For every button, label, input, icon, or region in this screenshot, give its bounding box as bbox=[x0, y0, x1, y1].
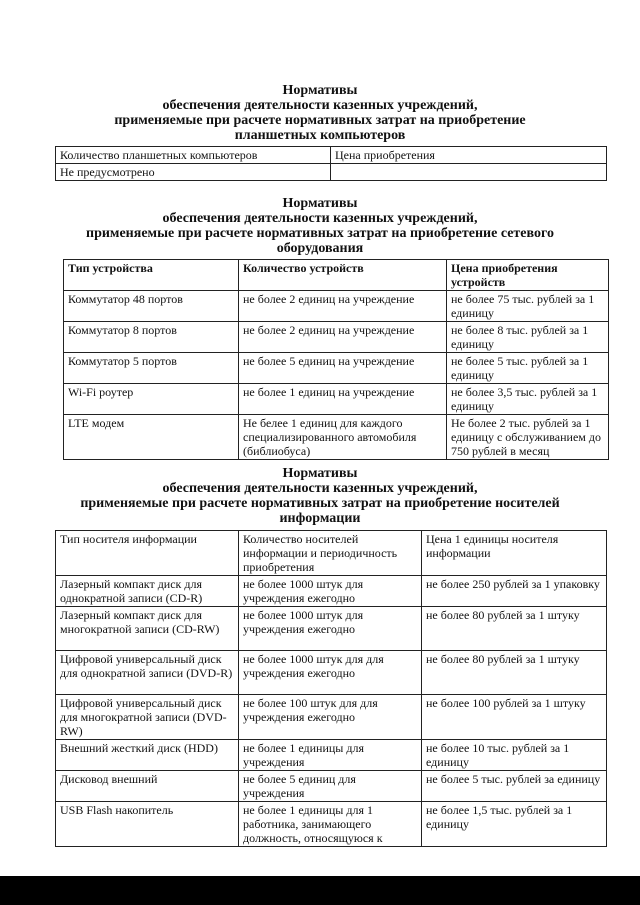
table-cell: Коммутатор 48 портов bbox=[64, 291, 239, 322]
table-cell: не более 1 единиц на учреждение bbox=[239, 384, 447, 415]
table-header-row bbox=[56, 147, 607, 164]
section1-title bbox=[0, 83, 640, 143]
title-line: оборудования bbox=[276, 241, 364, 256]
table-row bbox=[56, 740, 607, 771]
table-cell: не более 100 штук для для учреждения ежегодно bbox=[239, 695, 422, 740]
title-line: обеспечения деятельности казенных учреждений, bbox=[162, 481, 478, 496]
storage-media-table bbox=[55, 530, 607, 847]
column-header: Количество носителей информации и периодичность приобретения bbox=[239, 531, 422, 576]
table-cell: не более 5 единиц для учреждения bbox=[239, 771, 422, 802]
table-cell: USB Flash накопитель bbox=[56, 802, 239, 847]
table-cell: не более 1,5 тыс. рублей за 1 единицу bbox=[422, 802, 607, 847]
table-row bbox=[64, 322, 609, 353]
table-row bbox=[56, 164, 607, 181]
table-row bbox=[64, 291, 609, 322]
table-cell: не более 100 рублей за 1 штуку bbox=[422, 695, 607, 740]
table-cell: не более 80 рублей за 1 штуку bbox=[422, 607, 607, 651]
table-cell: LTE модем bbox=[64, 415, 239, 460]
table-cell: Не более 2 тыс. рублей за 1 единицу с обслуживанием до 750 рублей в месяц bbox=[447, 415, 609, 460]
network-equipment-table bbox=[63, 259, 609, 460]
table-cell: Внешний жесткий диск (HDD) bbox=[56, 740, 239, 771]
table-cell: не более 5 единиц на учреждение bbox=[239, 353, 447, 384]
table-row bbox=[56, 607, 607, 651]
title-line: обеспечения деятельности казенных учреждений, bbox=[162, 211, 478, 226]
table-row bbox=[56, 651, 607, 695]
table-cell: Лазерный компакт диск для однократной записи (CD-R) bbox=[56, 576, 239, 607]
table-row bbox=[56, 771, 607, 802]
table-header-row bbox=[56, 531, 607, 576]
title-line: Нормативы bbox=[282, 83, 358, 98]
table-cell: не более 75 тыс. рублей за 1 единицу bbox=[447, 291, 609, 322]
table-cell: не более 2 единиц на учреждение bbox=[239, 291, 447, 322]
table-cell: не более 2 единиц на учреждение bbox=[239, 322, 447, 353]
table-cell: Лазерный компакт диск для многократной записи (CD-RW) bbox=[56, 607, 239, 651]
table-row bbox=[64, 384, 609, 415]
title-line: Нормативы bbox=[282, 196, 358, 211]
column-header: Количество планшетных компьютеров bbox=[56, 147, 331, 164]
table-cell: Цифровой универсальный диск для однократной записи (DVD-R) bbox=[56, 651, 239, 695]
table-cell: не более 1000 штук для учреждения ежегодно bbox=[239, 607, 422, 651]
column-header: Тип носителя информации bbox=[56, 531, 239, 576]
table-row bbox=[56, 802, 607, 847]
table-cell: Дисковод внешний bbox=[56, 771, 239, 802]
table-cell: не более 1 единицы для учреждения bbox=[239, 740, 422, 771]
title-line: применяемые при расчете нормативных затрат на приобретение носителей bbox=[80, 496, 560, 511]
title-line: Нормативы bbox=[282, 466, 358, 481]
column-header: Цена 1 единицы носителя информации bbox=[422, 531, 607, 576]
table-cell: не более 1000 штук для учреждения ежегодно bbox=[239, 576, 422, 607]
table-row bbox=[64, 415, 609, 460]
table-cell: не более 3,5 тыс. рублей за 1 единицу bbox=[447, 384, 609, 415]
table-cell: Коммутатор 5 портов bbox=[64, 353, 239, 384]
column-header: Цена приобретения устройств bbox=[447, 260, 609, 291]
table-cell: Не белее 1 единиц для каждого специализированного автомобиля (библиобуса) bbox=[239, 415, 447, 460]
title-line: применяемые при расчете нормативных затрат на приобретение bbox=[114, 113, 526, 128]
column-header: Тип устройства bbox=[64, 260, 239, 291]
table-cell: не более 1 единицы для 1 работника, занимающего должность, относящуюся к bbox=[239, 802, 422, 847]
table-row bbox=[64, 353, 609, 384]
table-header-row bbox=[64, 260, 609, 291]
table-cell: не более 80 рублей за 1 штуку bbox=[422, 651, 607, 695]
table-row bbox=[56, 695, 607, 740]
column-header: Цена приобретения bbox=[331, 147, 607, 164]
table-cell: не более 8 тыс. рублей за 1 единицу bbox=[447, 322, 609, 353]
column-header: Количество устройств bbox=[239, 260, 447, 291]
table-cell: не более 5 тыс. рублей за единицу bbox=[422, 771, 607, 802]
table-cell: Коммутатор 8 портов bbox=[64, 322, 239, 353]
table-cell: Цифровой универсальный диск для многократной записи (DVD- RW) bbox=[56, 695, 239, 740]
table-cell: не более 1000 штук для для учреждения ежегодно bbox=[239, 651, 422, 695]
title-line: информации bbox=[279, 511, 361, 526]
title-line: применяемые при расчете нормативных затрат на приобретение сетевого bbox=[86, 226, 554, 241]
title-line: планшетных компьютеров bbox=[234, 128, 406, 143]
table-cell bbox=[331, 164, 607, 181]
table-cell: не более 5 тыс. рублей за 1 единицу bbox=[447, 353, 609, 384]
table-cell: не более 250 рублей за 1 упаковку bbox=[422, 576, 607, 607]
tablets-table bbox=[55, 146, 607, 181]
table-row bbox=[56, 576, 607, 607]
table-cell: Wi-Fi роутер bbox=[64, 384, 239, 415]
title-line: обеспечения деятельности казенных учреждений, bbox=[162, 98, 478, 113]
table-cell: Не предусмотрено bbox=[56, 164, 331, 181]
section2-title bbox=[0, 196, 640, 256]
scan-bottom-edge bbox=[0, 876, 640, 905]
table-cell: не более 10 тыс. рублей за 1 единицу bbox=[422, 740, 607, 771]
section3-title bbox=[0, 466, 640, 526]
